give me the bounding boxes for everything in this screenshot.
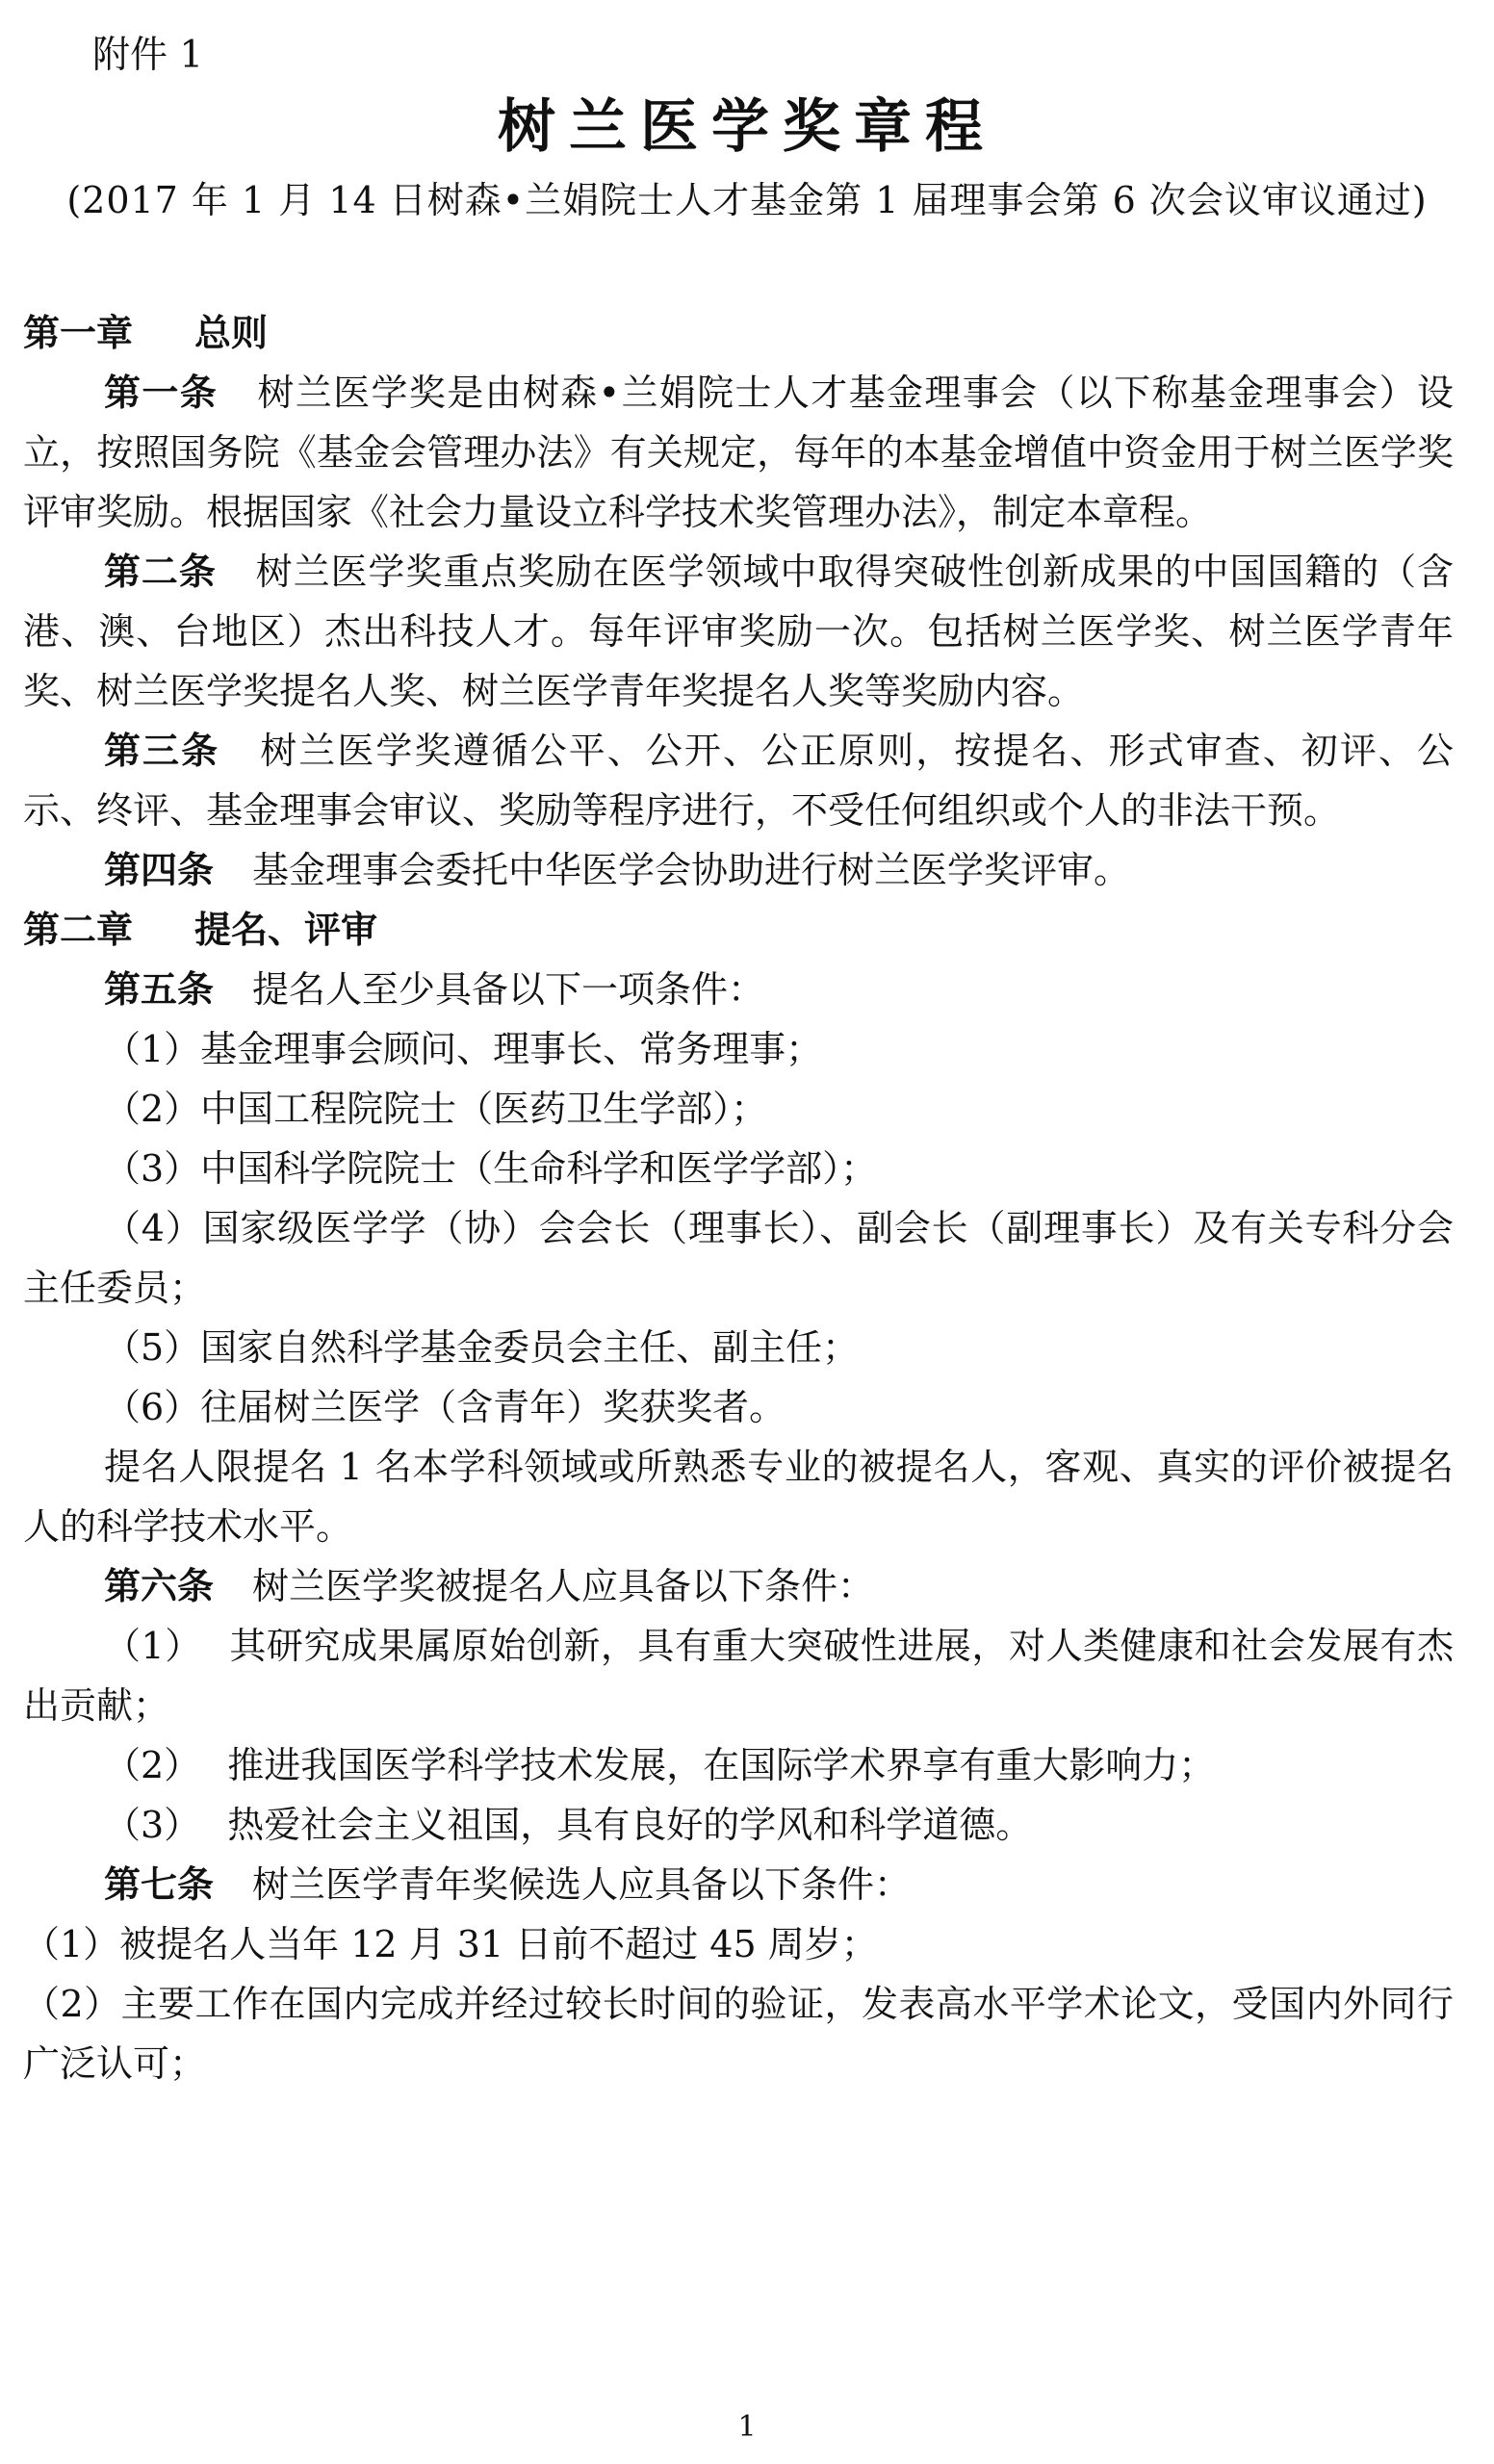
article-5 — [23, 960, 1454, 1019]
article-3-number: 第三条 — [104, 730, 220, 772]
article-7-number: 第七条 — [104, 1863, 215, 1906]
article-6-item — [23, 1735, 1454, 1795]
article-6 — [23, 1556, 1454, 1616]
chapter-1-number: 第一章 — [23, 312, 134, 354]
article-6-item-text: 推进我国医学科学技术发展，在国际学术界享有重大影响力； — [227, 1744, 1216, 1786]
article-5-note: 提名人限提名 1 名本学科领域或所熟悉专业的被提名人，客观、真实的评价被提名人的科学技术水平。 — [23, 1446, 1454, 1548]
article-1-text: 树兰医学奖是由树森•兰娟院士人才基金理事会（以下称基金理事会）设立，按照国务院《基金会管理办法》有关规定，每年的本基金增值中资金用于树兰医学奖评审奖励。根据国家《社会力量设立科学技术奖管理办法》，制定本章程。 — [23, 372, 1454, 533]
article-4-text: 基金理事会委托中华医学会协助进行树兰医学奖评审。 — [252, 849, 1131, 891]
article-1-number: 第一条 — [104, 372, 219, 414]
document-title: 树兰医学奖章程 — [498, 93, 996, 161]
chapter-2-number: 第二章 — [23, 909, 134, 951]
article-5-number: 第五条 — [104, 968, 215, 1011]
article-6-item-text: 其研究成果属原始创新，具有重大突破性进展，对人类健康和社会发展有杰出贡献； — [23, 1625, 1454, 1727]
article-5-item: （2）中国工程院院士（医药卫生学部）； — [104, 1088, 768, 1130]
article-5-item: （5）国家自然科学基金委员会主任、副主任； — [104, 1326, 860, 1369]
article-5-item: （6）往届树兰医学（含青年）奖获奖者。 — [104, 1386, 786, 1428]
article-5-item: （4）国家级医学学（协）会会长（理事长）、副会长（副理事长）及有关专科分会主任委员； — [23, 1207, 1454, 1309]
article-6-item-label: （2） — [104, 1744, 201, 1786]
article-7-item: （2）主要工作在国内完成并经过较长时间的验证，发表高水平学术论文，受国内外同行广泛认可； — [23, 1983, 1454, 2085]
chapter-1-heading — [23, 303, 1454, 363]
article-6-item-label: （1） — [104, 1625, 202, 1667]
article-2-text: 树兰医学奖重点奖励在医学领域中取得突破性创新成果的中国国籍的（含港、澳、台地区）杰出科技人才。每年评审奖励一次。包括树兰医学奖、树兰医学青年奖、树兰医学奖提名人奖、树兰医学青年奖提名人奖等奖励内容。 — [23, 551, 1454, 712]
article-6-item — [23, 1616, 1454, 1735]
article-4 — [23, 840, 1454, 900]
attachment-label: 附件 1 — [92, 34, 204, 77]
article-5-text: 提名人至少具备以下一项条件： — [252, 968, 765, 1011]
article-3-text: 树兰医学奖遵循公平、公开、公正原则，按提名、形式审查、初评、公示、终评、基金理事会审议、奖励等程序进行，不受任何组织或个人的非法干预。 — [23, 730, 1454, 832]
page-number: 1 — [737, 2410, 757, 2444]
article-7-text: 树兰医学青年奖候选人应具备以下条件： — [252, 1863, 912, 1906]
chapter-2-heading — [23, 900, 1454, 960]
document-body — [23, 303, 1454, 2093]
chapter-1-name: 总则 — [194, 312, 269, 354]
article-6-text: 树兰医学奖被提名人应具备以下条件： — [252, 1565, 875, 1607]
chapter-2-name: 提名、评审 — [194, 909, 378, 951]
article-6-item-label: （3） — [104, 1804, 201, 1846]
article-1 — [23, 363, 1454, 542]
article-5-item: （1）基金理事会顾问、理事长、常务理事； — [104, 1028, 823, 1070]
article-7 — [23, 1855, 1454, 1914]
article-6-item-text: 热爱社会主义祖国，具有良好的学风和科学道德。 — [227, 1804, 1033, 1846]
article-2-number: 第二条 — [104, 551, 217, 593]
article-7-item: （1）被提名人当年 12 月 31 日前不超过 45 周岁； — [23, 1923, 878, 1965]
article-5-item: （3）中国科学院院士（生命科学和医学学部）； — [104, 1147, 878, 1190]
article-3 — [23, 721, 1454, 840]
article-6-number: 第六条 — [104, 1565, 215, 1607]
article-4-number: 第四条 — [104, 849, 215, 891]
article-6-item — [23, 1795, 1454, 1855]
article-2 — [23, 542, 1454, 721]
document-subtitle: (2017 年 1 月 14 日树森•兰娟院士人才基金第 1 届理事会第 6 次会议审议通过) — [66, 179, 1428, 221]
